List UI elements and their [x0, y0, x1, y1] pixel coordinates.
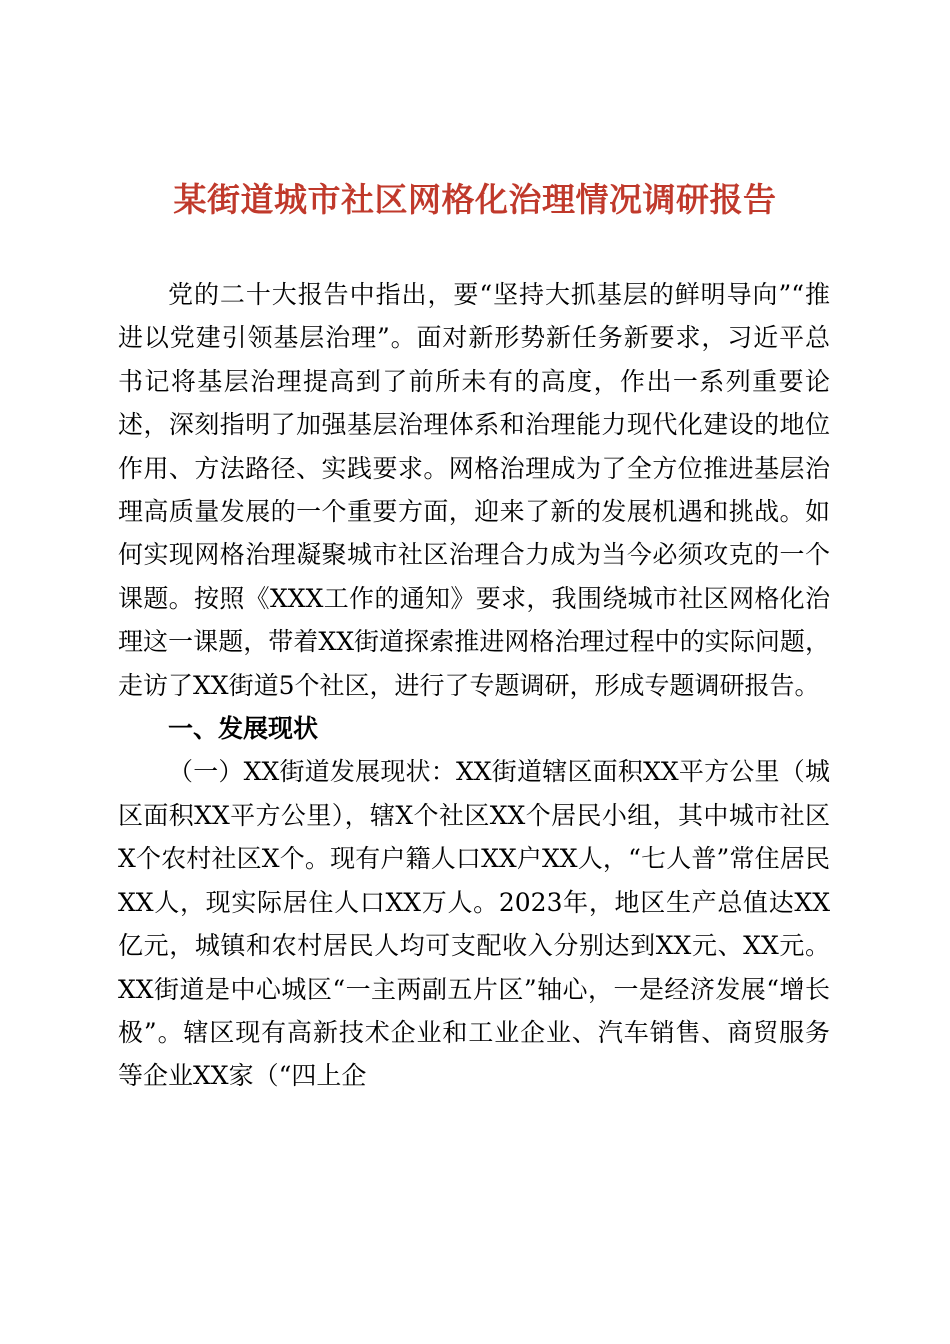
document-title: 某街道城市社区网格化治理情况调研报告 [173, 180, 777, 219]
section-heading-development-status: 一、发展现状 [168, 714, 319, 744]
section-paragraph-street-status: （一）XX街道发展现状：XX街道辖区面积XX平方公里（城区面积XX平方公里），辖X个社区XX个居民小组，其中城市社区X个农村社区X个。现有户籍人口XX户XX人，“七人普”常住居民XX人，现实际居住人口XX万人。2023年，地区生产总值达XX亿元，城镇和农村居民人均可支配收入分别达到XX元、XX元。XX街道是中心城区“一主两副五片区”轴心，一是经济发展“增长极”。辖区现有高新技术企业和工业企业、汽车销售、商贸服务等企业XX家（“四上企 [118, 757, 830, 1091]
intro-paragraph: 党的二十大报告中指出，要“坚持大抓基层的鲜明导向”“推进以党建引领基层治理”。面对新形势新任务新要求，习近平总书记将基层治理提高到了前所未有的高度，作出一系列重要论述，深刻指明了加强基层治理体系和治理能力现代化建设的地位作用、方法路径、实践要求。网格治理成为了全方位推进基层治理高质量发展的一个重要方面，迎来了新的发展机遇和挑战。如何实现网格治理凝聚城市社区治理合力成为当今必须攻克的一个课题。按照《XXX工作的通知》要求，我围绕城市社区网格化治理这一课题，带着XX街道探索推进网格治理过程中的实际问题，走访了XX街道5个社区，进行了专题调研，形成专题调研报告。 [118, 280, 830, 700]
document-body [118, 273, 830, 1098]
